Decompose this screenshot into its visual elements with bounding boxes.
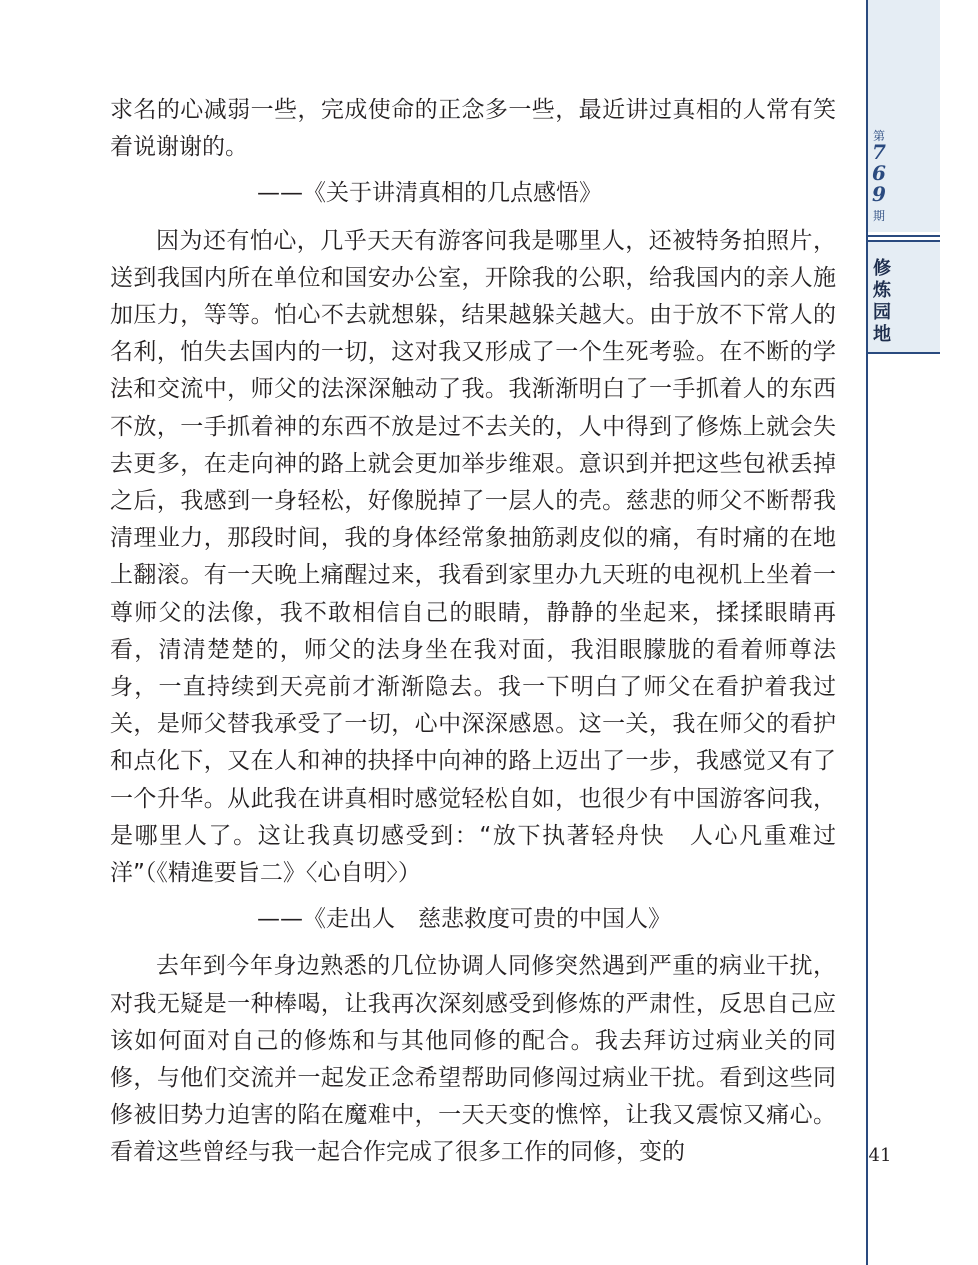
section-label: 修炼园地	[873, 258, 891, 345]
divider	[868, 235, 940, 237]
paragraph: 因为还有怕心，几乎天天有游客问我是哪里人，还被特务拍照片，送到我国内所在单位和国安办公室，开除我的公职，给我国内的亲人施加压力，等等。怕心不去就想躲，结果越躲关越大。由于放不下常人的名利，怕失去国内的一切，这对我又形成了一个生死考验。在不断的学法和交流中，师父的法深深触动了我。我渐渐明白了一手抓着人的东西不放，一手抓着神的东西不放是过不去关的，人中得到了修炼上就会失去更多，在走向神的路上就会更加举步维艰。意识到并把这些包袱丢掉之后，我感到一身轻松，好像脱掉了一层人的壳。慈悲的师父不断帮我清理业力，那段时间，我的身体经常象抽筋剥皮似的痛，有时痛的在地上翻滚。有一天晚上痛醒过来，我看到家里办九天班的电视机上坐着一尊师父的法像，我不敢相信自己的眼睛，静静的坐起来，揉揉眼睛再看，清清楚楚的，师父的法身坐在我对面，我泪眼朦胧的看着师尊法身，一直持续到天亮前才渐渐隐去。我一下明白了师父在看护着我过关，是师父替我承受了一切，心中深深感恩。这一关，我在师父的看护和点化下，又在人和神的抉择中向神的路上迈出了一步，我感觉又有了一个升华。从此我在讲真相时感觉轻松自如，也很少有中国游客问我，是哪里人了。这让我真切感受到：“放下执著轻舟快 人心凡重难过洋”（《精進要旨二》〈心自明〉）	[110, 227, 836, 887]
paragraph: 求名的心减弱一些，完成使命的正念多一些，最近讲过真相的人常有笑着说谢谢的。	[110, 97, 836, 161]
issue-number: 769	[872, 140, 886, 206]
attribution: ——《关于讲清真相的几点感悟》	[257, 180, 602, 207]
attribution: ——《走出人 慈悲救度可贵的中国人》	[257, 906, 671, 933]
issue-prefix: 第	[872, 129, 885, 143]
article-body	[110, 92, 836, 1172]
page-number: 41	[868, 1145, 892, 1166]
issue-suffix: 期	[872, 209, 885, 223]
paragraph: 去年到今年身边熟悉的几位协调人同修突然遇到严重的病业干扰，对我无疑是一种棒喝，让我再次深刻感受到修炼的严肃性，反思自己应该如何面对自己的修炼和与其他同修的配合。我去拜访过病业关的同修，与他们交流并一起发正念希望帮助同修闯过病业干扰。看到这些同修被旧势力迫害的陷在魔难中，一天天变的憔悴，让我又震惊又痛心。看着这些曾经与我一起合作完成了很多工作的同修，变的	[110, 953, 836, 1166]
divider	[868, 352, 940, 354]
